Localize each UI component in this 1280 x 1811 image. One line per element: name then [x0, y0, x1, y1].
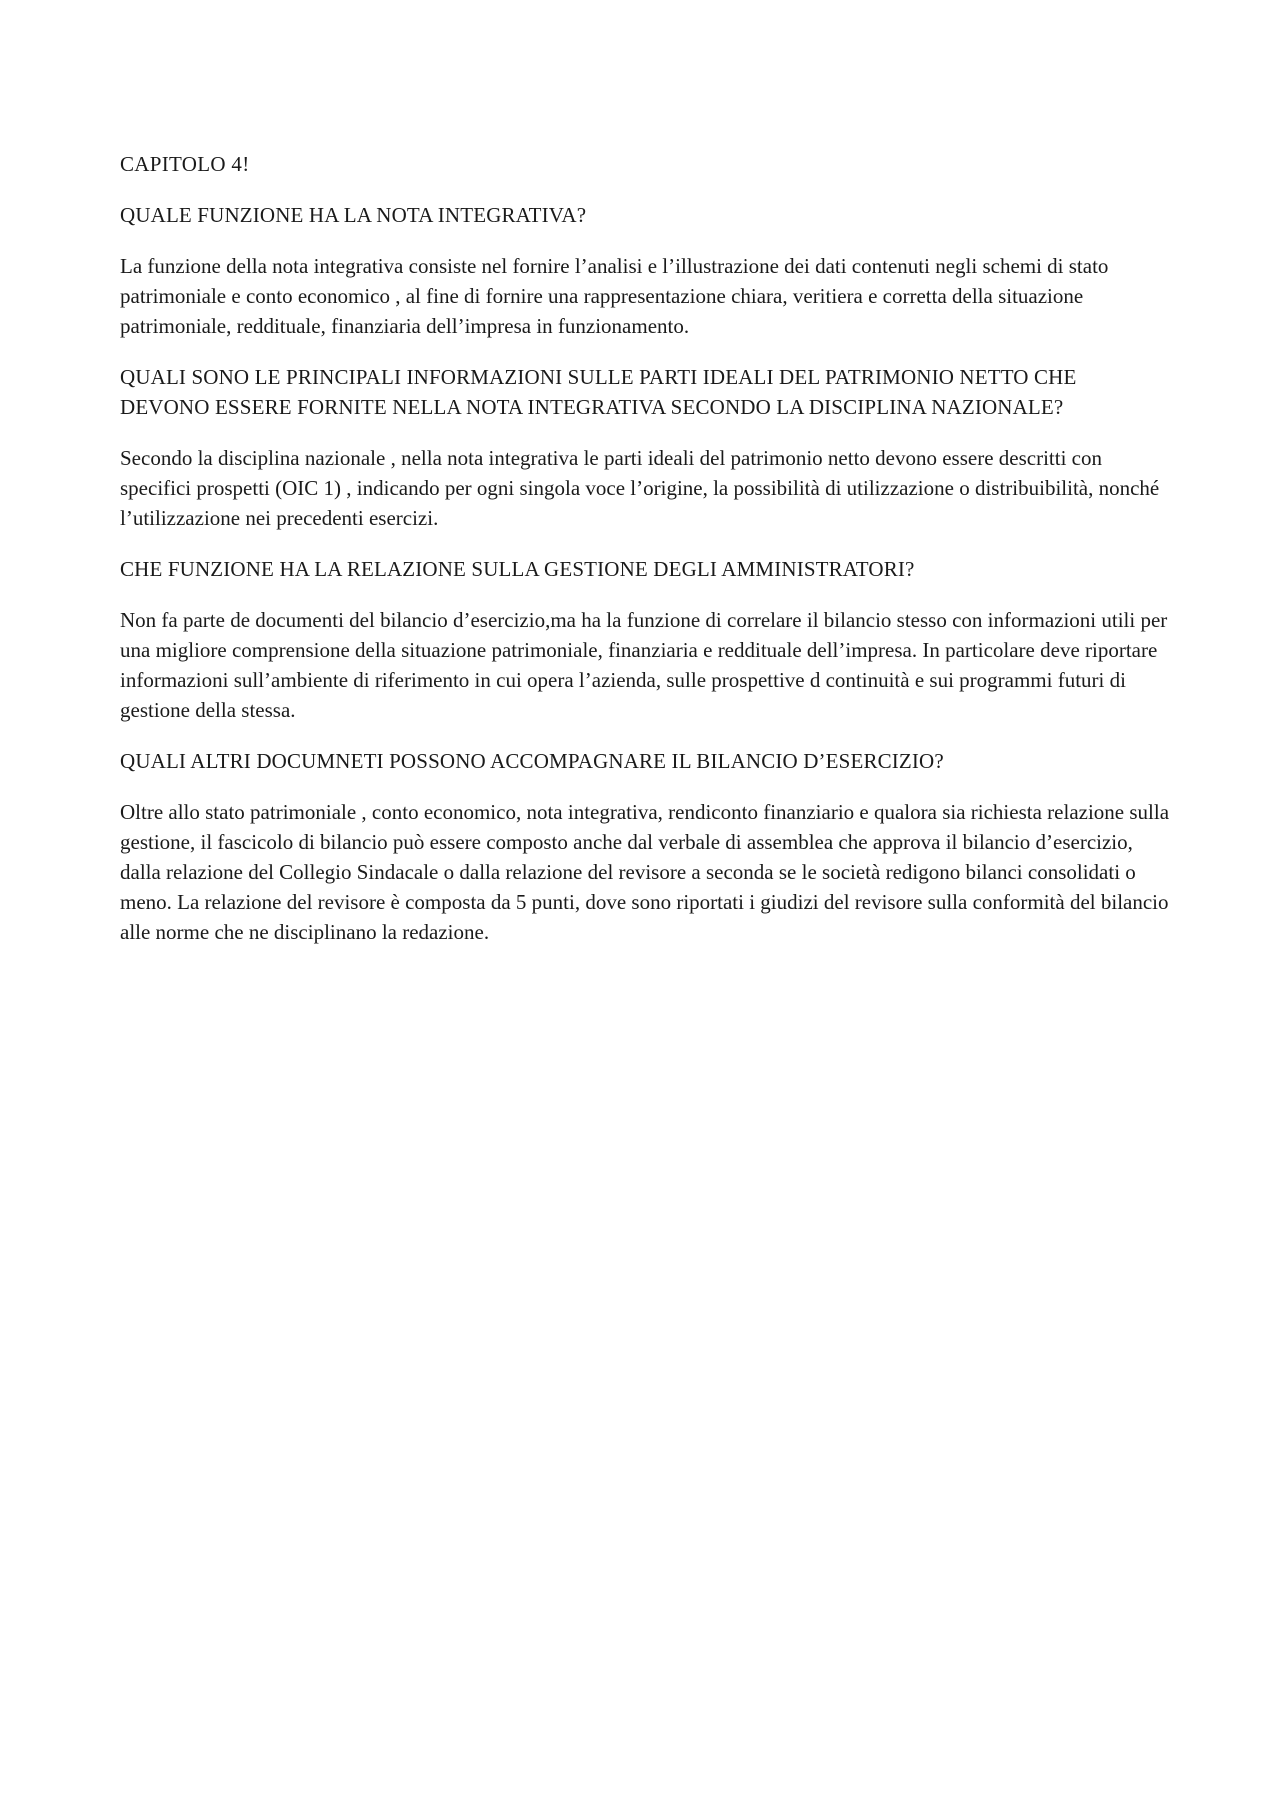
question-1: QUALE FUNZIONE HA LA NOTA INTEGRATIVA? [120, 203, 587, 227]
answer-2: Secondo la disciplina nazionale , nella nota integrativa le parti ideali del patrimonio netto devono essere descritti con specifici prospetti (OIC 1) , indicando per ogni singola voce l’origine, la possibilità di utilizzazione o distribuibilità, nonché l’utilizzazione nei precedenti esercizi. [120, 446, 1160, 530]
question-2: QUALI SONO LE PRINCIPALI INFORMAZIONI SULLE PARTI IDEALI DEL PATRIMONIO NETTO CHE DEVONO ESSERE FORNITE NELLA NOTA INTEGRATIVA SECONDO LA DISCIPLINA NAZIONALE? [120, 365, 1077, 419]
answer-4: Oltre allo stato patrimoniale , conto economico, nota integrativa, rendiconto finanziario e qualora sia richiesta relazione sulla gestione, il fascicolo di bilancio può essere composto anche dal verbale di assemblea che approva il bilancio d’esercizio, dalla relazione del Collegio Sindacale o dalla relazione del revisore a seconda se le società redigono bilanci consolidati o meno. La relazione del revisore è composta da 5 punti, dove sono riportati i giudizi del revisore sulla conformità del bilancio alle norme che ne disciplinano la redazione. [120, 800, 1170, 944]
question-4: QUALI ALTRI DOCUMNETI POSSONO ACCOMPAGNARE IL BILANCIO D’ESERCIZIO? [120, 749, 944, 773]
answer-1: La funzione della nota integrativa consiste nel fornire l’analisi e l’illustrazione dei dati contenuti negli schemi di stato patrimoniale e conto economico , al fine di fornire una rappresentazione chiara, veritiera e corretta della situazione patrimoniale, reddituale, finanziaria dell’impresa in funzionamento. [120, 254, 1109, 338]
question-3: CHE FUNZIONE HA LA RELAZIONE SULLA GESTIONE DEGLI AMMINISTRATORI? [120, 557, 915, 581]
answer-3: Non fa parte de documenti del bilancio d’esercizio,ma ha la funzione di correlare il bilancio stesso con informazioni utili per una migliore comprensione della situazione patrimoniale, finanziaria e reddituale dell’impresa. In particolare deve riportare informazioni sull’ambiente di riferimento in cui opera l’azienda, sulle prospettive d continuità e sui programmi futuri di gestione della stessa. [120, 608, 1168, 722]
chapter-title: CAPITOLO 4! [120, 152, 250, 176]
document-body [120, 149, 1170, 968]
